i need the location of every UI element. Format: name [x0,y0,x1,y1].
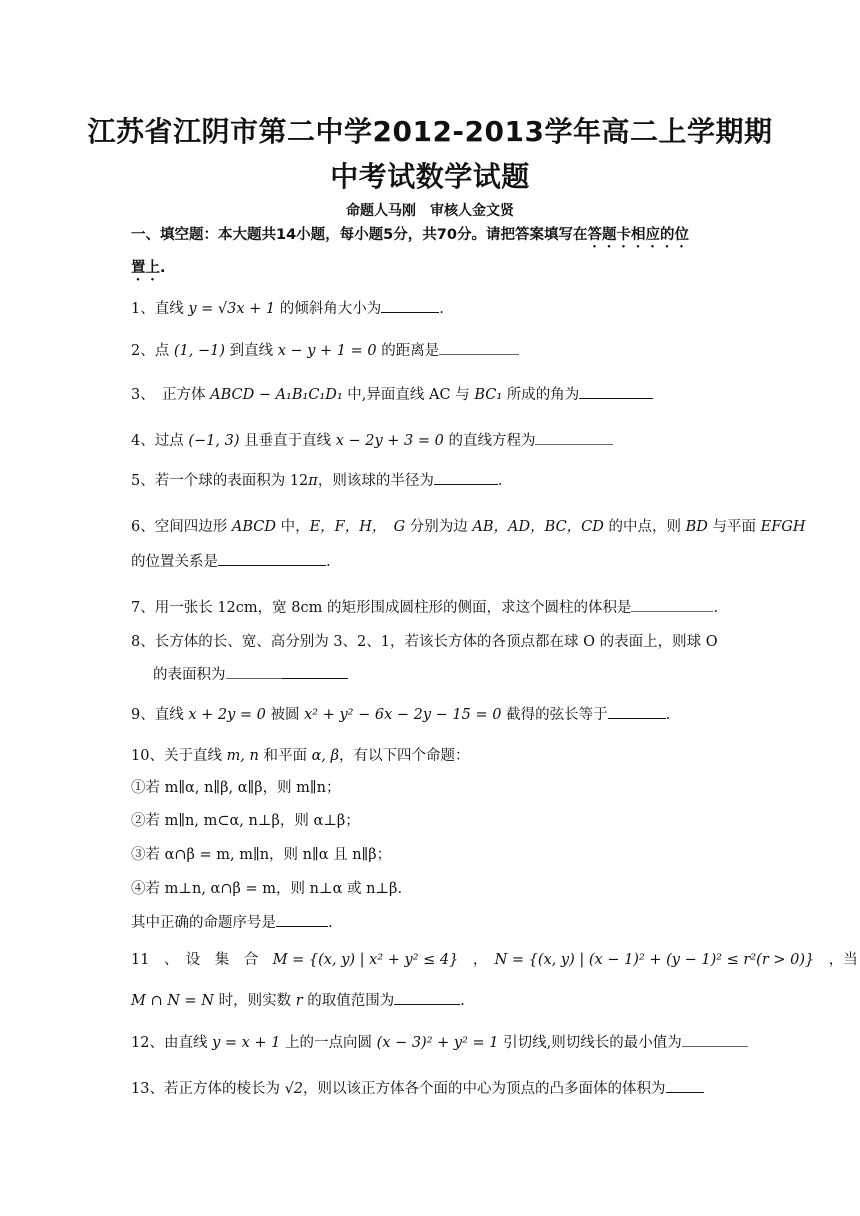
q1-end: . [439,301,444,317]
answer-blank[interactable] [276,912,328,927]
question-10-answer [131,912,731,933]
q13-math: √2 [284,1081,304,1097]
answer-blank[interactable] [218,551,326,566]
question-2 [131,340,731,361]
question-8-line2 [153,664,753,685]
q10-math: m, n [226,748,259,764]
q2-text: 2、点 [131,343,174,359]
q12-math-2: (x − 3)² + y² = 1 [376,1035,499,1051]
section-heading-text: 一、填空题：本大题共14小题，每小题5分，共70分。请把答案填写在 [131,227,588,243]
section-heading-line2 [131,258,731,284]
q6-text-2: 中， [275,519,310,535]
question-8 [131,632,731,652]
q4-math-2: x − 2y + 3 = 0 [335,433,444,449]
q4-text-3: 的直线方程为 [443,433,536,449]
q11-line2-math-2: r [295,993,303,1009]
question-11-line2 [131,990,731,1011]
q2-text-3: 的距离是 [376,343,440,359]
exam-authors: 命题人马刚 审核人金文贤 [346,203,514,219]
question-7 [131,597,731,618]
q6-line2-text: 的位置关系是 [131,554,218,570]
q3-text-3: 所成的角为 [502,387,580,403]
q10-end: . [328,915,333,931]
q10-answer-text: 其中正确的命题序号是 [131,915,276,931]
question-13 [131,1078,731,1099]
q11-text-2: ， [458,952,495,968]
q11-math: M = {(x, y) | x² + y² ≤ 4} [272,952,459,968]
section-heading-dotted: 答题卡相应的位 [587,227,689,243]
q12-text-3: 引切线,则切线长的最小值为 [498,1035,682,1051]
answer-blank-2[interactable] [282,664,348,679]
question-4 [131,430,731,451]
question-6-line2 [131,551,731,572]
q6-math-5: EFGH [760,519,806,535]
answer-blank[interactable] [226,664,282,679]
answer-blank[interactable] [608,704,666,719]
q6-text-3: 分别为边 [405,519,473,535]
exam-title-line2: 中考试数学试题 [330,160,530,193]
q1-text-2: 的倾斜角大小为 [275,301,382,317]
q12-text: 12、由直线 [131,1035,213,1051]
q9-text: 9、直线 [131,707,189,723]
q6-text-5: 与平面 [707,519,761,535]
q10-math-2: α, β [311,748,339,764]
q9-math: x + 2y = 0 [188,707,266,723]
answer-blank[interactable] [535,430,613,445]
question-11 [131,950,858,970]
question-9 [131,704,731,725]
q2-math-2: x − y + 1 = 0 [277,343,377,359]
answer-blank[interactable] [666,1078,704,1093]
q9-text-3: 截得的弦长等于 [501,707,608,723]
answer-blank[interactable] [579,384,653,399]
answer-blank[interactable] [631,597,713,612]
q11-line2-text: 时，则实数 [213,993,296,1009]
q3-math: ABCD − A₁B₁C₁D₁ [210,387,343,403]
section-heading-dotted-2: 置上 [131,260,160,276]
question-6 [131,517,806,537]
q4-text-2: 且垂直于直线 [239,433,336,449]
q6-math-4: BD [685,519,708,535]
q11-line2-text-2: 的取值范围为 [302,993,395,1009]
q7-end: . [713,600,719,616]
q8-text: 8、长方体的长、宽、高分别为 3、2、1，若该长方体的各顶点都在球 O 的表面上，则球 O [131,634,718,650]
q12-text-2: 上的一点向圆 [280,1035,377,1051]
answer-blank[interactable] [439,340,519,355]
q4-math: (−1, 3) [188,433,240,449]
q11-end: . [460,993,465,1009]
q8-line2-text: 的表面积为 [153,667,226,683]
question-10 [131,746,731,766]
q5-end: . [497,473,503,489]
q3-math-2: BC₁ [474,387,503,403]
q5-math: π [308,473,318,489]
q5-text: 5、若一个球的表面积为 12 [131,473,309,489]
q11-text-3: ，当 [814,952,858,968]
proposition-1: ①若 m∥α, n∥β, α∥β，则 m∥n； [131,780,341,796]
q10-text-2: 和平面 [258,748,312,764]
q9-text-2: 被圆 [265,707,305,723]
answer-blank[interactable] [682,1032,748,1047]
answer-blank[interactable] [381,298,439,313]
q6-text-4: 的中点，则 [603,519,686,535]
q3-text-2: 中,异面直线 AC 与 [342,387,475,403]
q6-end: . [326,554,331,570]
answer-blank[interactable] [394,990,460,1005]
exam-title-line1: 江苏省江阴市第二中学2012-2013学年高二上学期期 [87,115,773,148]
q7-text: 7、用一张长 12cm，宽 8cm 的矩形围成圆柱形的侧面，求这个圆柱的体积是 [131,600,632,616]
q9-end: . [665,707,671,723]
q11-text: 11 、 设 集 合 [131,952,273,968]
section-heading-line1 [131,225,731,251]
q6-math: ABCD [231,519,276,535]
proposition-2: ②若 m∥n, m⊂α, n⊥β，则 α⊥β； [131,813,360,829]
q4-text: 4、过点 [131,433,189,449]
q6-text: 6、空间四边形 [131,519,232,535]
q3-text: 3、 正方体 [131,387,211,403]
q12-math: y = x + 1 [212,1035,281,1051]
question-1 [131,298,731,319]
q6-math-2: E，F，H， G [309,519,406,535]
q11-math-2: N = {(x, y) | (x − 1)² + (y − 1)² ≤ r²(r > 0)} [494,952,815,968]
q11-line2-math: M ∩ N = N [131,993,214,1009]
q1-math: y = √3x + 1 [188,301,276,317]
question-12 [131,1032,731,1053]
q2-math: (1, −1) [173,343,225,359]
q13-text: 13、若正方体的棱长为 [131,1081,285,1097]
q10-text: 10、关于直线 [131,748,227,764]
question-5 [131,470,731,491]
q2-text-2: 到直线 [224,343,278,359]
q13-text-2: ，则以该正方体各个面的中心为顶点的凸多面体的体积为 [303,1081,666,1097]
proposition-3: ③若 α∩β = m, m∥n，则 n∥α 且 n∥β； [131,847,392,863]
q10-text-3: ，有以下四个命题： [339,748,470,764]
q9-math-2: x² + y² − 6x − 2y − 15 = 0 [304,707,502,723]
q5-text-2: ，则该球的半径为 [317,473,434,489]
proposition-4: ④若 m⊥n, α∩β = m，则 n⊥α 或 n⊥β. [131,881,403,897]
section-heading-end: . [160,260,166,276]
answer-blank[interactable] [434,470,498,485]
q6-math-3: AB，AD，BC，CD [472,519,604,535]
q1-text: 1、直线 [131,301,189,317]
question-3 [131,384,731,405]
